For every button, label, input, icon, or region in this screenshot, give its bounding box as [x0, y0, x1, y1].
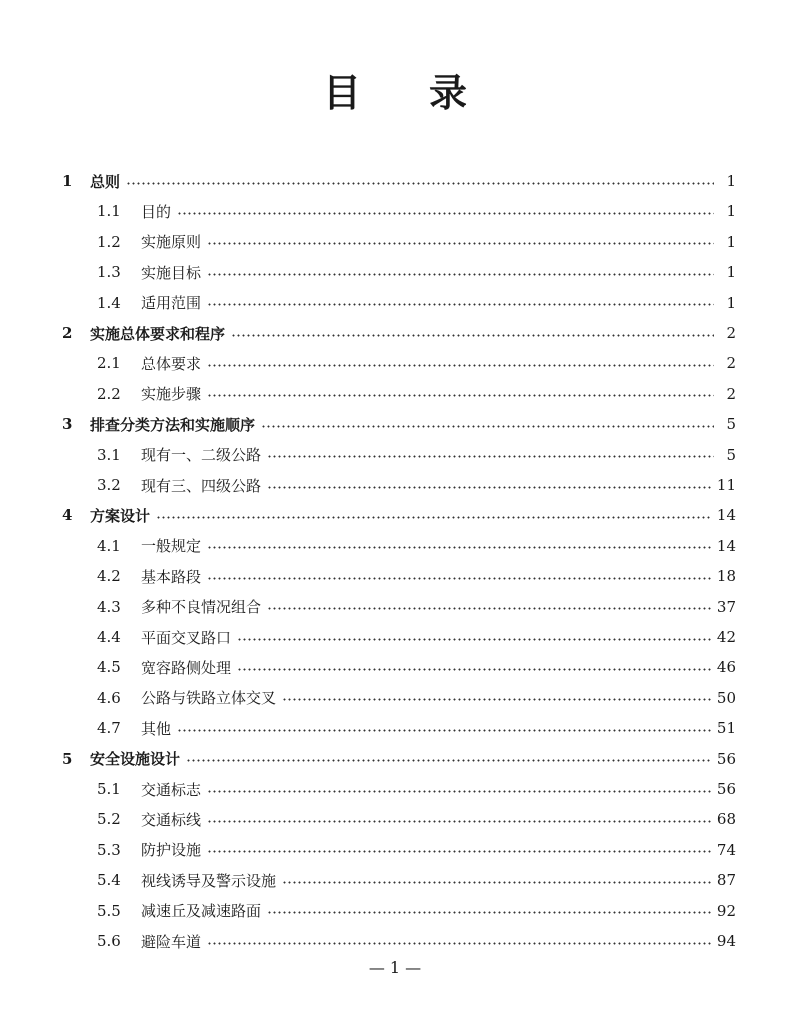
dot-leader — [207, 303, 714, 306]
entry-page-number: 42 — [716, 628, 736, 646]
entry-page-number: 1 — [726, 172, 736, 190]
entry-number: 1.3 — [97, 263, 121, 282]
entry-title: 实施步骤 — [141, 385, 202, 404]
dot-leader — [207, 850, 711, 853]
entry-number: 3.1 — [97, 445, 121, 464]
toc-section-entry[interactable] — [97, 228, 736, 256]
dot-leader — [231, 334, 714, 337]
dot-leader — [267, 455, 714, 458]
toc-section-entry[interactable] — [97, 197, 736, 225]
dot-leader — [267, 911, 711, 914]
page-title — [0, 68, 790, 118]
dot-leader — [207, 394, 714, 397]
dot-leader — [207, 546, 711, 549]
entry-title: 交通标志 — [141, 780, 202, 799]
toc-section-entry[interactable] — [97, 532, 736, 560]
entry-title: 避险车道 — [141, 932, 202, 951]
entry-title: 方案设计 — [90, 506, 151, 525]
dot-leader — [207, 790, 711, 793]
entry-page-number: 14 — [716, 506, 736, 525]
entry-number: 2.2 — [97, 384, 121, 403]
dot-leader — [177, 729, 711, 732]
toc-section-entry[interactable] — [97, 593, 736, 621]
dot-leader — [156, 516, 711, 519]
toc-section-entry[interactable] — [97, 258, 736, 286]
entry-title: 现有三、四级公路 — [141, 476, 262, 495]
entry-number: 5.5 — [97, 901, 121, 920]
dot-leader — [282, 881, 711, 884]
entry-number: 5 — [62, 749, 73, 768]
entry-number: 4.7 — [97, 719, 121, 738]
toc-section-entry[interactable] — [97, 714, 736, 742]
dot-leader — [267, 607, 711, 610]
dot-leader — [207, 942, 711, 945]
entry-title: 公路与铁路立体交叉 — [141, 689, 277, 708]
toc-chapter-entry[interactable] — [62, 745, 736, 773]
dot-leader — [207, 364, 714, 367]
entry-page-number: 56 — [716, 749, 736, 768]
entry-page-number: 87 — [716, 871, 736, 890]
title-char-2: 录 — [429, 71, 468, 115]
toc-section-entry[interactable] — [97, 623, 736, 651]
entry-number: 1.4 — [97, 293, 121, 312]
toc-section-entry[interactable] — [97, 653, 736, 681]
toc-chapter-entry[interactable] — [62, 410, 736, 438]
page-number-footer: — 1 — — [368, 958, 422, 977]
toc-chapter-entry[interactable] — [62, 501, 736, 529]
entry-title: 总则 — [90, 172, 121, 191]
entry-title: 视线诱导及警示设施 — [141, 871, 277, 890]
entry-number: 5.6 — [97, 932, 121, 950]
entry-page-number: 2 — [726, 324, 736, 342]
toc-section-entry[interactable] — [97, 775, 736, 803]
entry-title: 实施原则 — [141, 233, 202, 252]
dot-leader — [207, 820, 711, 823]
dot-leader — [126, 182, 714, 185]
dot-leader — [207, 242, 714, 245]
entry-page-number: 56 — [716, 780, 736, 798]
entry-page-number: 74 — [716, 840, 736, 859]
toc-section-entry[interactable] — [97, 289, 736, 317]
entry-number: 4.5 — [97, 658, 121, 677]
entry-title: 总体要求 — [141, 354, 202, 373]
toc-chapter-entry[interactable] — [62, 319, 736, 347]
dot-leader — [282, 698, 711, 701]
entry-title: 其他 — [141, 719, 172, 738]
toc-section-entry[interactable] — [97, 562, 736, 590]
entry-page-number: 1 — [726, 293, 736, 312]
entry-page-number: 1 — [726, 202, 736, 221]
dot-leader — [177, 212, 714, 215]
entry-title: 安全设施设计 — [90, 750, 181, 769]
toc-section-entry[interactable] — [97, 441, 736, 469]
entry-page-number: 1 — [726, 263, 736, 282]
entry-number: 3.2 — [97, 476, 121, 494]
dot-leader — [186, 759, 711, 762]
dot-leader — [267, 486, 711, 489]
entry-number: 2 — [62, 324, 73, 342]
entry-number: 2.1 — [97, 354, 121, 373]
entry-page-number: 51 — [716, 719, 736, 738]
entry-number: 5.2 — [97, 810, 121, 829]
entry-page-number: 94 — [716, 932, 736, 950]
toc-section-entry[interactable] — [97, 349, 736, 377]
entry-number: 5.1 — [97, 780, 121, 798]
dot-leader — [237, 668, 711, 671]
entry-title: 宽容路侧处理 — [141, 658, 232, 677]
entry-number: 4.6 — [97, 688, 121, 707]
entry-title: 基本路段 — [141, 567, 202, 586]
entry-title: 实施总体要求和程序 — [90, 324, 226, 343]
entry-page-number: 46 — [716, 658, 736, 677]
entry-number: 4.2 — [97, 567, 121, 586]
entry-number: 4.4 — [97, 628, 121, 646]
entry-page-number: 68 — [716, 810, 736, 829]
entry-number: 4.3 — [97, 597, 121, 616]
entry-page-number: 1 — [726, 232, 736, 251]
entry-title: 平面交叉路口 — [141, 628, 232, 647]
entry-title: 目的 — [141, 202, 172, 221]
entry-page-number: 92 — [716, 901, 736, 920]
title-char-1: 目 — [322, 71, 361, 115]
dot-leader — [207, 273, 714, 276]
entry-page-number: 37 — [716, 597, 736, 616]
entry-number: 5.3 — [97, 840, 121, 859]
entry-title: 排查分类方法和实施顺序 — [90, 415, 256, 434]
entry-number: 1.2 — [97, 232, 121, 251]
entry-page-number: 50 — [716, 688, 736, 707]
entry-number: 4 — [62, 506, 73, 525]
dot-leader — [261, 425, 714, 428]
entry-number: 1 — [62, 172, 73, 190]
toc-section-entry[interactable] — [97, 866, 736, 894]
entry-title: 现有一、二级公路 — [141, 446, 262, 465]
entry-title: 防护设施 — [141, 841, 202, 860]
entry-title: 一般规定 — [141, 537, 202, 556]
entry-page-number: 14 — [716, 536, 736, 555]
entry-page-number: 2 — [726, 384, 736, 403]
entry-number: 1.1 — [97, 202, 121, 221]
toc-section-entry[interactable] — [97, 380, 736, 408]
entry-title: 多种不良情况组合 — [141, 598, 262, 617]
entry-title: 适用范围 — [141, 294, 202, 313]
entry-number: 5.4 — [97, 871, 121, 890]
entry-number: 3 — [62, 415, 73, 434]
toc-section-entry[interactable] — [97, 897, 736, 925]
entry-title: 减速丘及减速路面 — [141, 902, 262, 921]
toc-chapter-entry[interactable] — [62, 167, 736, 195]
toc-section-entry[interactable] — [97, 684, 736, 712]
toc-section-entry[interactable] — [97, 927, 736, 955]
dot-leader — [207, 577, 711, 580]
toc-section-entry[interactable] — [97, 805, 736, 833]
entry-page-number: 5 — [726, 415, 736, 434]
dot-leader — [237, 638, 711, 641]
entry-page-number: 11 — [716, 476, 736, 494]
toc-section-entry[interactable] — [97, 836, 736, 864]
toc-section-entry[interactable] — [97, 471, 736, 499]
entry-number: 4.1 — [97, 536, 121, 555]
entry-title: 实施目标 — [141, 263, 202, 282]
entry-page-number: 5 — [726, 445, 736, 464]
entry-page-number: 2 — [726, 354, 736, 373]
entry-page-number: 18 — [716, 567, 736, 586]
entry-title: 交通标线 — [141, 810, 202, 829]
